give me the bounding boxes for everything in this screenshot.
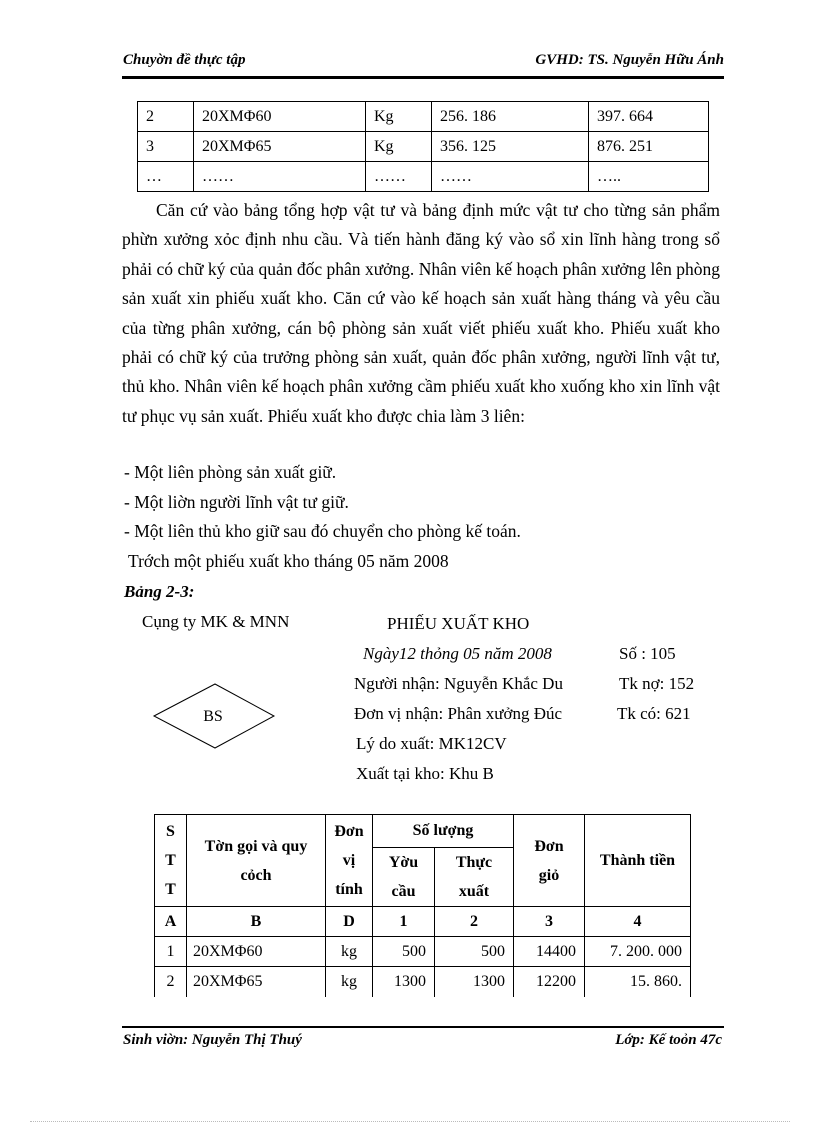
table-cell: 4 xyxy=(585,907,691,937)
table-cell: 14400 xyxy=(514,937,585,967)
slip-table xyxy=(154,814,691,997)
table-row xyxy=(138,102,709,132)
table-row xyxy=(155,937,691,967)
table-cell: 1 xyxy=(373,907,435,937)
table-cell: 20XMΦ65 xyxy=(194,132,366,162)
table-cell: 7. 200. 000 xyxy=(585,937,691,967)
table-cell: …… xyxy=(432,162,589,192)
col-price-header: Đơn giỏ xyxy=(514,815,585,907)
table-cell: 20XMΦ65 xyxy=(187,967,326,997)
page-edge xyxy=(30,1121,790,1122)
table-cell: kg xyxy=(326,937,373,967)
table-cell: … xyxy=(138,162,194,192)
table-cell: 1300 xyxy=(373,967,435,997)
table-cell: 2 xyxy=(155,967,187,997)
header-rule xyxy=(122,76,724,79)
body-paragraph xyxy=(122,196,720,431)
table-cell: ….. xyxy=(589,162,709,192)
company-name: Cụng ty MK & MNN xyxy=(142,612,290,631)
table-code-row xyxy=(155,907,691,937)
slip-title: PHIẾU XUẤT KHO xyxy=(387,614,530,633)
table-cell: Kg xyxy=(366,132,432,162)
bullet-item: - Một liên thủ kho giữ sau đó chuyển cho phòng kế toán. xyxy=(124,521,521,541)
receiving-unit: Đơn vị nhận: Phân xưởng Đúc xyxy=(354,704,563,723)
paragraph-text: Căn cứ vào bảng tổng hợp vật tư và bảng định mức vật tư cho từng sản phẩm phừn xưởng xỏc định nhu cầu. Và tiến hành đăng ký vào sổ xin lĩnh hàng trong sổ phải có chữ ký của quản đốc phân xưởng. Nhân viên kế hoạch phân xưởng lên phòng sản xuất xin phiếu xuất kho. Căn cứ vào kế hoạch sản xuất hàng tháng và yêu cầu của từng phân xưởng, cán bộ phòng sản xuất viết phiếu xuất kho. Phiếu xuất kho phải có chữ ký của trưởng phòng sản xuất, quản đốc phân xưởng, người lĩnh vật tư, thủ kho. Nhân viên kế hoạch phân xưởng cầm phiếu xuất kho xuống kho xin lĩnh vật tư phục vụ sản xuất. Phiếu xuất kho được chia làm 3 liên: xyxy=(122,200,720,426)
table-cell: 876. 251 xyxy=(589,132,709,162)
bullet-item: - Một liờn người lĩnh vật tư giữ. xyxy=(124,492,349,512)
footer-rule xyxy=(122,1026,724,1028)
table-header-row xyxy=(155,815,691,848)
slip-date: Ngày12 thỏng 05 năm 2008 xyxy=(363,644,552,663)
col-qty-req-header: Yờu cầu xyxy=(373,848,435,907)
col-name-header: Tờn gọi và quy cỏch xyxy=(187,815,326,907)
col-qty-act-header: Thực xuất xyxy=(435,848,514,907)
table-cell: D xyxy=(326,907,373,937)
table-cell: 256. 186 xyxy=(432,102,589,132)
issue-reason: Lý do xuất: MK12CV xyxy=(356,734,507,753)
extract-line: Trớch một phiếu xuất kho tháng 05 năm 2008 xyxy=(128,551,449,571)
col-total-header: Thành tiền xyxy=(585,815,691,907)
table-row xyxy=(138,162,709,192)
table-cell: …… xyxy=(194,162,366,192)
table-cell: 356. 125 xyxy=(432,132,589,162)
table-cell: 500 xyxy=(435,937,514,967)
table-cell: 20XMΦ60 xyxy=(187,937,326,967)
table-cell: 1300 xyxy=(435,967,514,997)
table-cell: …… xyxy=(366,162,432,192)
diamond-stamp xyxy=(152,681,278,751)
warehouse: Xuất tại kho: Khu B xyxy=(356,764,494,783)
table-cell: 12200 xyxy=(514,967,585,997)
material-table xyxy=(137,101,709,192)
table-cell: kg xyxy=(326,967,373,997)
table-cell: 3 xyxy=(138,132,194,162)
table-cell: 2 xyxy=(435,907,514,937)
bullet-item: - Một liên phòng sản xuất giữ. xyxy=(124,462,337,482)
table-cell: 500 xyxy=(373,937,435,967)
col-unit-header: Đơn vị tính xyxy=(326,815,373,907)
table-cell: 15. 860. xyxy=(585,967,691,997)
table-cell: Kg xyxy=(366,102,432,132)
credit-account: Tk có: 621 xyxy=(617,704,691,723)
slip-number: Số : 105 xyxy=(619,644,676,663)
table-row xyxy=(155,967,691,997)
table-cell: A xyxy=(155,907,187,937)
footer-left: Sinh viờn: Nguyễn Thị Thuý xyxy=(123,1032,302,1048)
col-stt-header: S T T xyxy=(155,815,187,907)
header-left: Chuyờn đề thực tập xyxy=(123,52,246,68)
table-cell: 397. 664 xyxy=(589,102,709,132)
col-qty-header: Số lượng xyxy=(373,815,514,848)
table-row xyxy=(138,132,709,162)
table-cell: 1 xyxy=(155,937,187,967)
table-cell: B xyxy=(187,907,326,937)
footer-right: Lớp: Kế toỏn 47c xyxy=(615,1032,722,1048)
header-right: GVHD: TS. Nguyễn Hữu Ánh xyxy=(535,52,724,68)
table-caption: Bảng 2-3: xyxy=(124,582,195,601)
stamp-text: BS xyxy=(203,708,223,725)
receiver: Người nhận: Nguyễn Khắc Du xyxy=(354,674,563,693)
table-cell: 2 xyxy=(138,102,194,132)
table-cell: 3 xyxy=(514,907,585,937)
debit-account: Tk nợ: 152 xyxy=(619,674,695,693)
table-cell: 20XMΦ60 xyxy=(194,102,366,132)
